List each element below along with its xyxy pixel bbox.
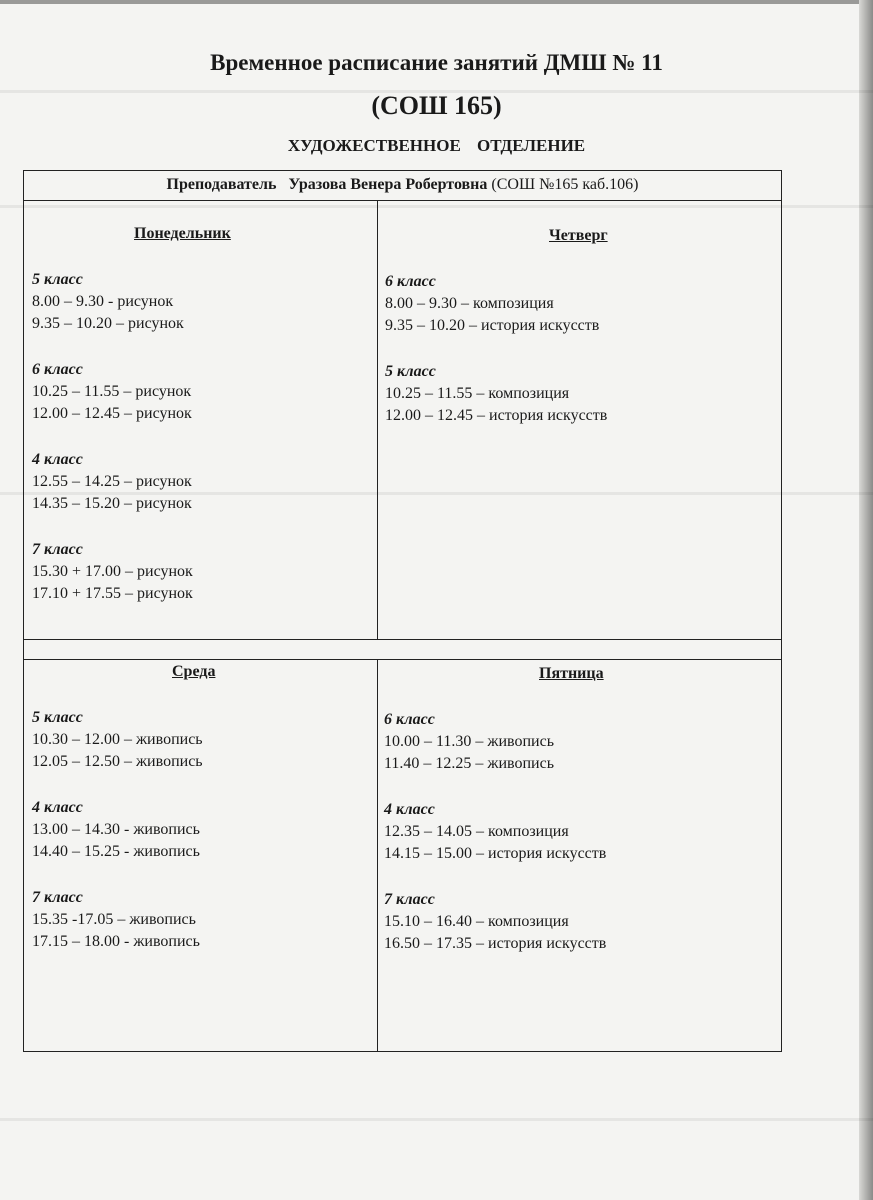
lesson-line: 12.00 – 12.45 – рисунок: [32, 405, 192, 422]
lesson-line: 15.10 – 16.40 – композиция: [384, 913, 569, 930]
class-label: 5 класс: [32, 709, 83, 726]
day-heading-wednesday: Среда: [172, 663, 216, 680]
page-subtitle: (СОШ 165): [371, 91, 502, 120]
class-group: [385, 361, 607, 427]
schedule-table: [23, 170, 782, 1052]
lesson-line: 12.35 – 14.05 – композиция: [384, 823, 569, 840]
day-cell-wednesday: [32, 707, 203, 977]
day-heading-friday: Пятница: [539, 665, 604, 682]
lesson-line: 11.40 – 12.25 – живопись: [384, 755, 554, 772]
lesson-line: 12.55 – 14.25 – рисунок: [32, 473, 192, 490]
lesson-line: 9.35 – 10.20 – рисунок: [32, 315, 184, 332]
class-label: 7 класс: [32, 541, 83, 558]
class-label: 5 класс: [32, 271, 83, 288]
day-heading-monday: Понедельник: [134, 225, 231, 242]
class-group: [32, 359, 193, 425]
department-heading: ХУДОЖЕСТВЕННОЕ ОТДЕЛЕНИЕ: [287, 136, 586, 155]
class-label: 4 класс: [384, 801, 435, 818]
class-group: [32, 797, 203, 863]
lesson-line: 12.05 – 12.50 – живопись: [32, 753, 203, 770]
lesson-line: 10.25 – 11.55 – композиция: [385, 385, 570, 402]
lesson-line: 9.35 – 10.20 – история искусств: [385, 317, 600, 334]
lesson-line: 8.00 – 9.30 - рисунок: [32, 293, 174, 310]
lesson-line: 14.40 – 15.25 - живопись: [32, 843, 200, 860]
class-group: [32, 539, 193, 605]
teacher-label: Преподаватель: [166, 176, 277, 193]
class-label: 7 класс: [384, 891, 435, 908]
lesson-line: 15.30 + 17.00 – рисунок: [32, 563, 193, 580]
teacher-name: Уразова Венера Робертовна: [288, 176, 488, 193]
lesson-line: 13.00 – 14.30 - живопись: [32, 821, 200, 838]
class-label: 7 класс: [32, 889, 83, 906]
scan-edge-right: [859, 0, 873, 1200]
day-cell-monday: [32, 269, 193, 629]
class-label: 4 класс: [32, 799, 83, 816]
lesson-line: 17.15 – 18.00 - живопись: [32, 933, 200, 950]
class-group: [32, 269, 193, 335]
class-label: 4 класс: [32, 451, 83, 468]
class-group: [384, 799, 606, 865]
class-group: [384, 709, 606, 775]
day-cell-thursday: [385, 271, 607, 451]
scan-edge-top: [0, 0, 873, 4]
class-label: 6 класс: [384, 711, 435, 728]
lesson-line: 16.50 – 17.35 – история искусств: [384, 935, 607, 952]
column-divider: [377, 201, 378, 639]
class-group: [32, 887, 203, 953]
teacher-location: (СОШ №165 каб.106): [491, 176, 639, 193]
class-group: [32, 449, 193, 515]
column-divider: [377, 659, 378, 1052]
row-divider: [24, 659, 781, 660]
class-label: 5 класс: [385, 363, 436, 380]
lesson-line: 8.00 – 9.30 – композиция: [385, 295, 554, 312]
lesson-line: 15.35 -17.05 – живопись: [32, 911, 196, 928]
lesson-line: 14.35 – 15.20 – рисунок: [32, 495, 192, 512]
lesson-line: 17.10 + 17.55 – рисунок: [32, 585, 193, 602]
teacher-row: [24, 171, 781, 201]
class-label: 6 класс: [32, 361, 83, 378]
lesson-line: 14.15 – 15.00 – история искусств: [384, 845, 607, 862]
lesson-line: 10.25 – 11.55 – рисунок: [32, 383, 192, 400]
day-cell-friday: [384, 709, 606, 979]
lesson-line: 10.30 – 12.00 – живопись: [32, 731, 203, 748]
day-heading-thursday: Четверг: [549, 227, 608, 244]
class-group: [385, 271, 607, 337]
lesson-line: 10.00 – 11.30 – живопись: [384, 733, 554, 750]
class-group: [384, 889, 606, 955]
class-label: 6 класс: [385, 273, 436, 290]
class-group: [32, 707, 203, 773]
row-divider: [24, 639, 781, 640]
scan-noise: [0, 1118, 873, 1121]
page-title: Временное расписание занятий ДМШ № 11: [210, 50, 663, 75]
lesson-line: 12.00 – 12.45 – история искусств: [385, 407, 608, 424]
